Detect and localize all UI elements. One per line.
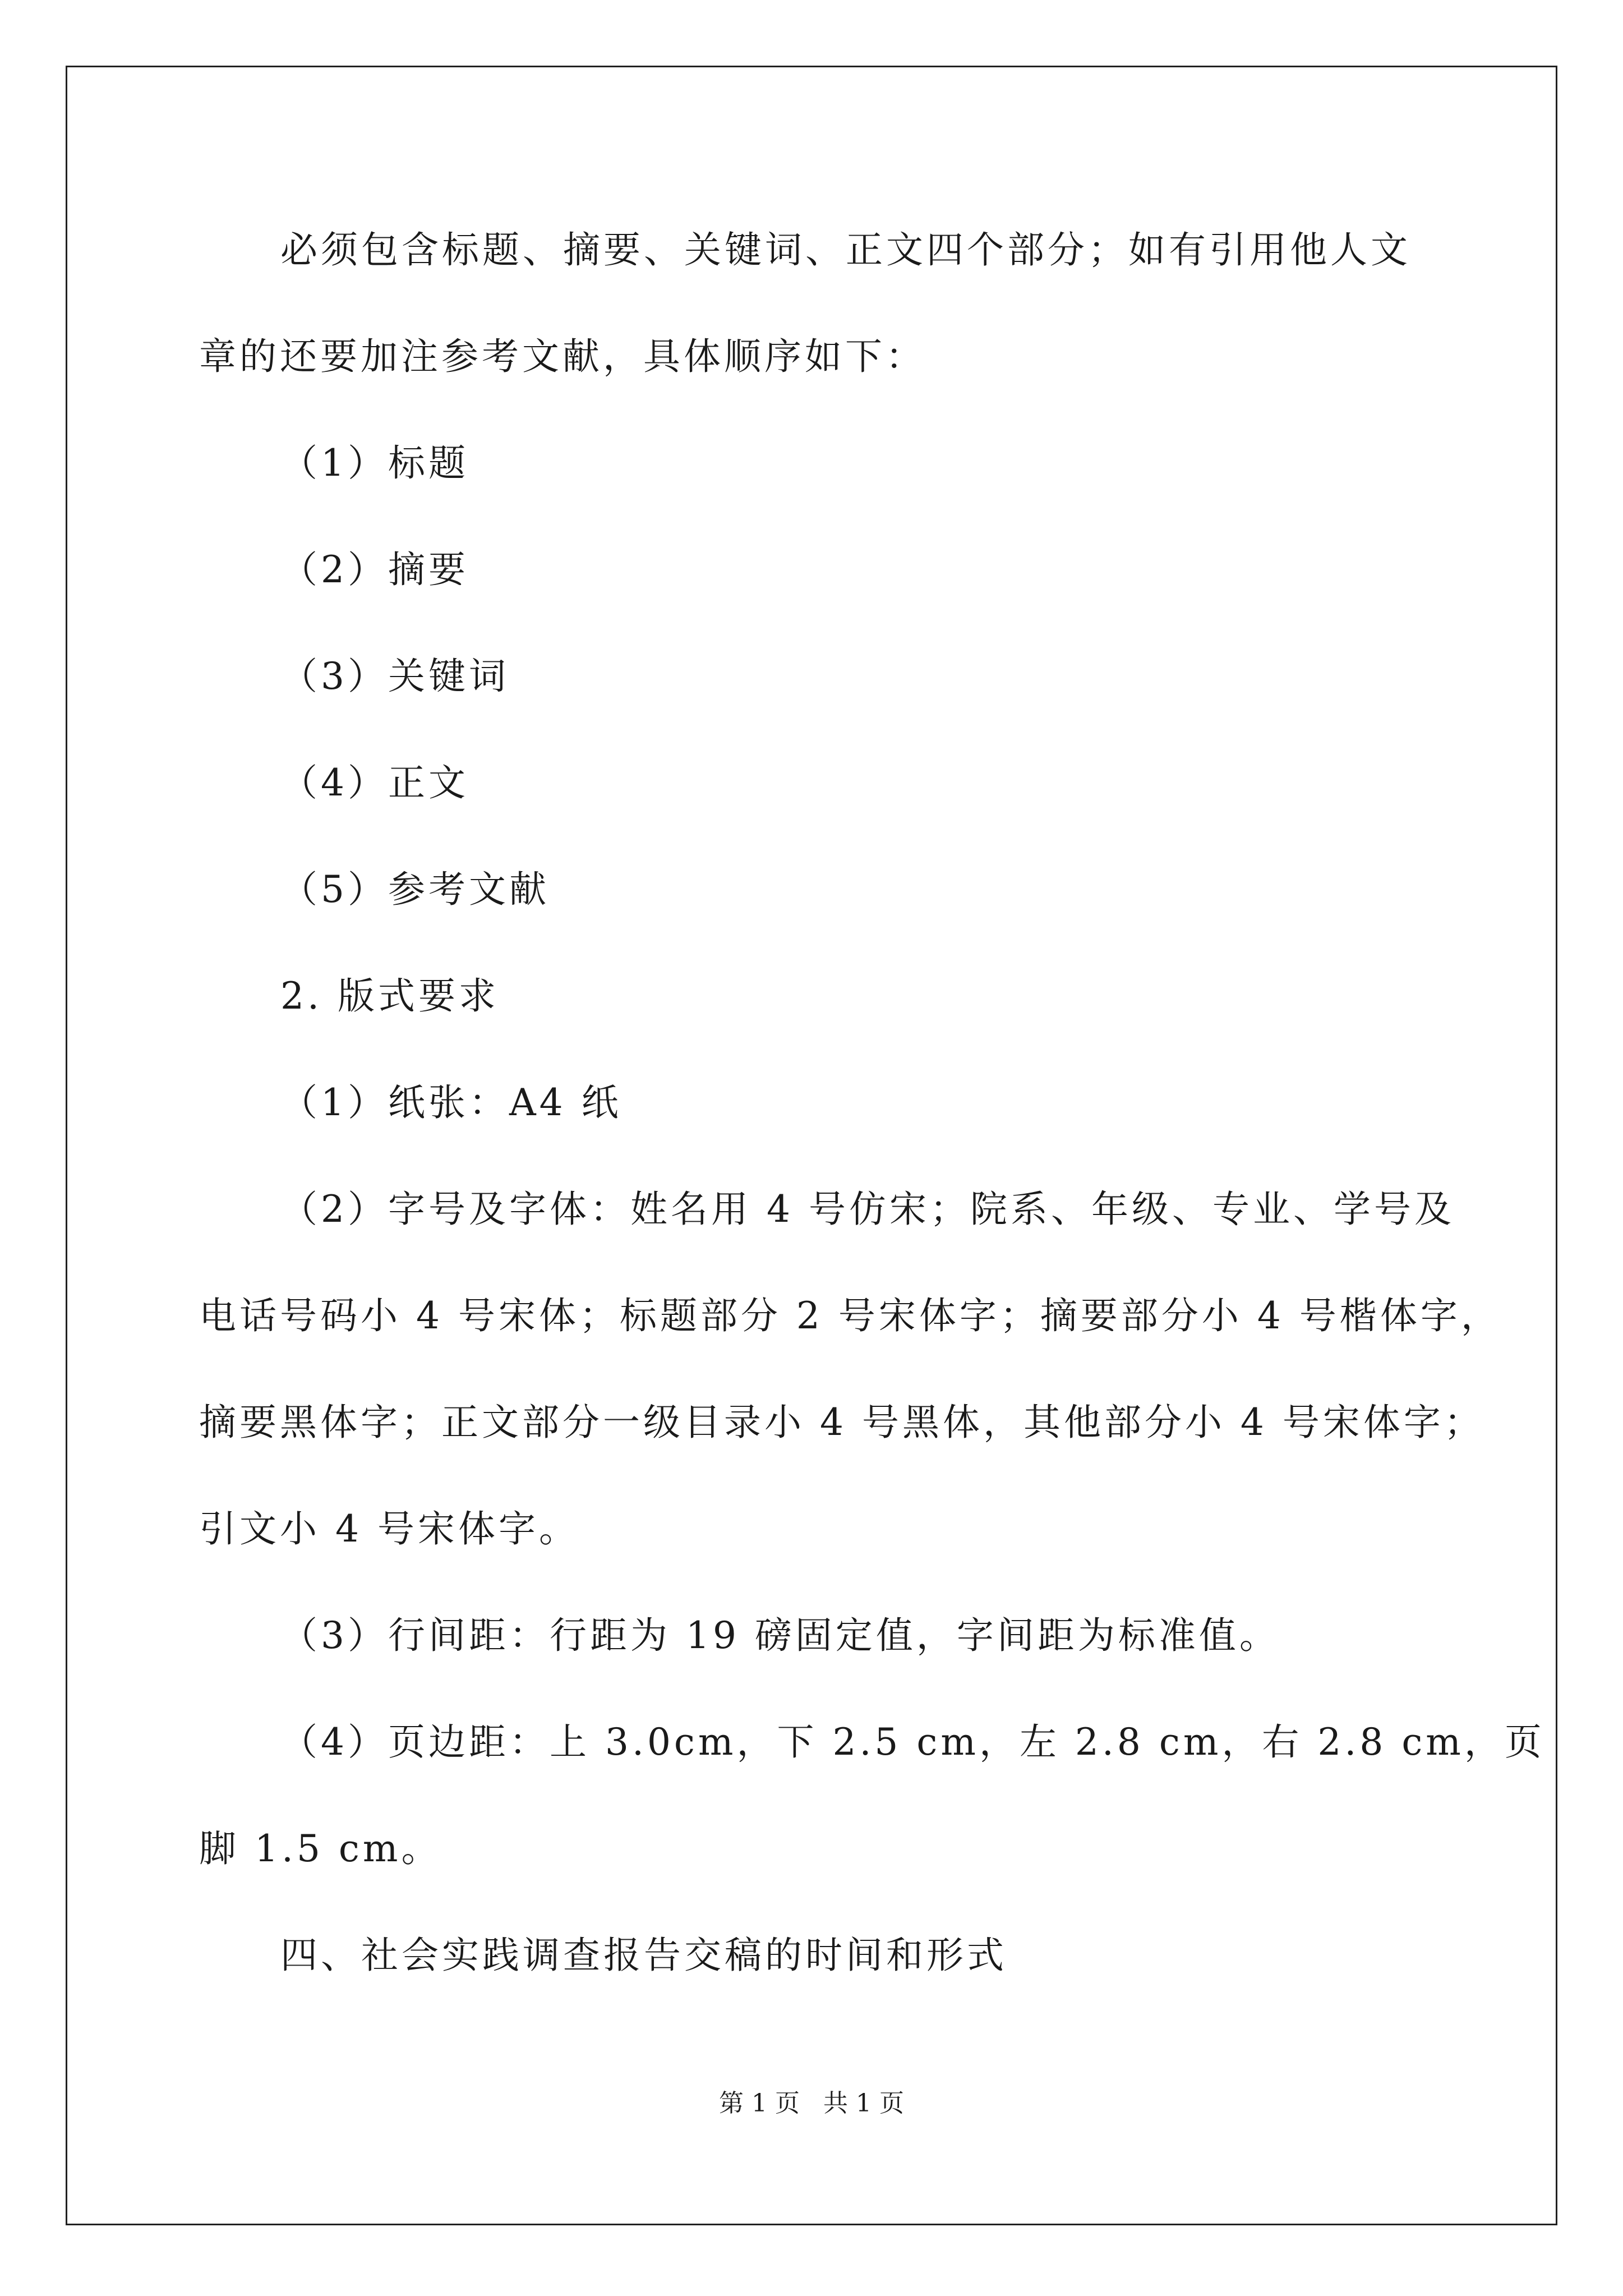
paragraph-1-line-1: 必须包含标题、摘要、关键词、正文四个部分；如有引用他人文 [280, 228, 1411, 272]
list-item-references: （5）参考文献 [280, 868, 550, 911]
format-item-paper: （1）纸张：A4 纸 [280, 1081, 622, 1124]
format-item-line-spacing: （3）行间距：行距为 19 磅固定值，字间距为标准值。 [280, 1614, 1280, 1657]
list-item-keywords: （3）关键词 [280, 655, 509, 698]
section-heading-format: 2. 版式要求 [280, 974, 499, 1018]
format-item-font-line-1: （2）字号及字体：姓名用 4 号仿宋；院系、年级、专业、学号及 [280, 1188, 1455, 1231]
section-heading-submission: 四、社会实践调查报告交稿的时间和形式 [280, 1934, 1007, 1977]
format-item-margins-line-2: 脚 1.5 cm。 [199, 1827, 442, 1870]
page-footer: 第 1 页 共 1 页 [719, 2089, 904, 2118]
list-item-title: （1）标题 [280, 441, 469, 485]
format-item-margins-line-1: （4）页边距：上 3.0cm，下 2.5 cm，左 2.8 cm，右 2.8 cm，页 [280, 1720, 1545, 1764]
format-item-font-line-4: 引文小 4 号宋体字。 [199, 1507, 579, 1550]
format-item-font-line-3: 摘要黑体字；正文部分一级目录小 4 号黑体，其他部分小 4 号宋体字； [199, 1401, 1484, 1444]
list-item-body: （4）正文 [280, 761, 469, 804]
paragraph-1-line-2: 章的还要加注参考文献，具体顺序如下： [199, 335, 926, 378]
list-item-abstract: （2）摘要 [280, 548, 469, 591]
format-item-font-line-2: 电话号码小 4 号宋体；标题部分 2 号宋体字；摘要部分小 4 号楷体字， [199, 1294, 1501, 1337]
